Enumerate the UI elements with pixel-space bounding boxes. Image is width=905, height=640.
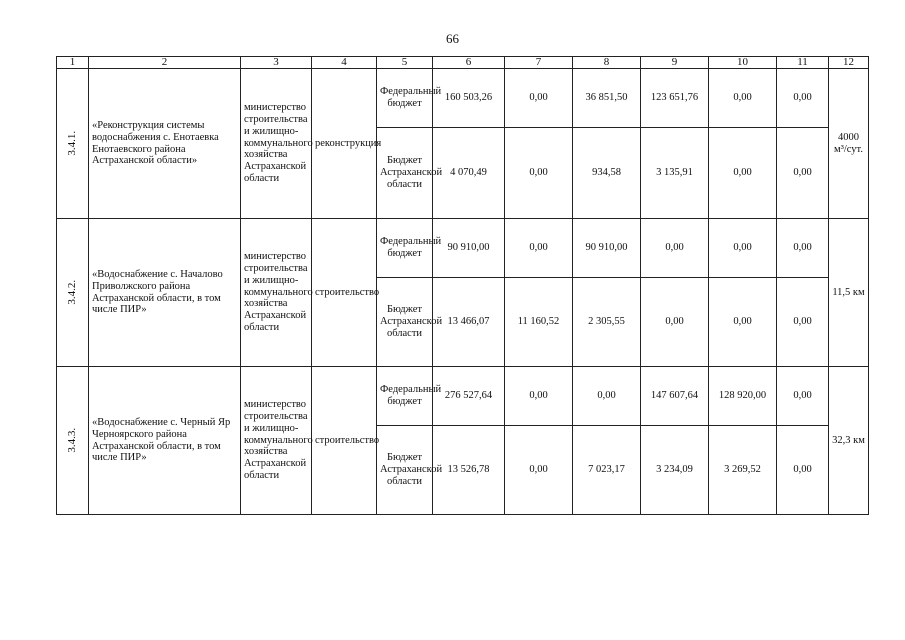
item-number-cell: [57, 219, 89, 367]
value-cell: 90 910,00: [573, 219, 641, 278]
value-cell: 0,00: [505, 69, 573, 128]
value-cell: 0,00: [641, 278, 709, 367]
responsible-org: министерство строительства и жилищно-коммунального хозяйства Астраханской области: [241, 69, 312, 219]
table-row: [57, 219, 869, 278]
value-cell: 3 269,52: [709, 426, 777, 515]
column-number: 9: [641, 57, 709, 69]
column-number: 7: [505, 57, 573, 69]
column-number: 10: [709, 57, 777, 69]
value-cell: 0,00: [641, 219, 709, 278]
value-cell: 147 607,64: [641, 367, 709, 426]
page-number: 66: [446, 31, 459, 46]
value-cell: 0,00: [777, 367, 829, 426]
table-row: [57, 367, 869, 426]
value-cell: 13 526,78: [433, 426, 505, 515]
result-indicator: 11,5 км: [829, 219, 869, 367]
column-number: 12: [829, 57, 869, 69]
value-cell: 0,00: [709, 128, 777, 219]
value-cell: 0,00: [505, 219, 573, 278]
result-indicator: 4000 м³/сут.: [829, 69, 869, 219]
value-cell: 934,58: [573, 128, 641, 219]
responsible-org: министерство строительства и жилищно-коммунального хозяйства Астраханской области: [241, 367, 312, 515]
column-number: 4: [312, 57, 377, 69]
value-cell: 7 023,17: [573, 426, 641, 515]
value-cell: 0,00: [777, 69, 829, 128]
object-name: «Водоснабжение с. Черный Яр Черноярского района Астраханской области, в том числе ПИР»: [89, 367, 241, 515]
item-number-cell: [57, 69, 89, 219]
column-number-row: [57, 57, 869, 69]
object-name: «Реконструкция системы водоснабжения с. Енотаевка Енотаевского района Астраханской области»: [89, 69, 241, 219]
funding-source: Федеральный бюджет: [377, 69, 433, 128]
column-number: 5: [377, 57, 433, 69]
work-type: реконструкция: [312, 69, 377, 219]
value-cell: 0,00: [505, 128, 573, 219]
funding-source: Бюджет Астраханской области: [377, 426, 433, 515]
table-row: [57, 69, 869, 128]
value-cell: 0,00: [709, 219, 777, 278]
value-cell: 0,00: [777, 219, 829, 278]
item-number: 3.4.2.: [66, 279, 79, 305]
value-cell: 0,00: [505, 367, 573, 426]
column-number: 1: [57, 57, 89, 69]
item-number-cell: [57, 367, 89, 515]
result-indicator: 32,3 км: [829, 367, 869, 515]
value-cell: 0,00: [777, 278, 829, 367]
value-cell: 2 305,55: [573, 278, 641, 367]
work-type: строительство: [312, 219, 377, 367]
value-cell: 36 851,50: [573, 69, 641, 128]
value-cell: 13 466,07: [433, 278, 505, 367]
value-cell: 3 234,09: [641, 426, 709, 515]
funding-source: Бюджет Астраханской области: [377, 128, 433, 219]
column-number: 8: [573, 57, 641, 69]
value-cell: 0,00: [777, 426, 829, 515]
object-name: «Водоснабжение с. Началово Приволжского района Астраханской области, в том числе ПИР»: [89, 219, 241, 367]
budget-table: [56, 56, 869, 515]
column-number: 3: [241, 57, 312, 69]
item-number: 3.4.1.: [66, 130, 79, 156]
responsible-org: министерство строительства и жилищно-коммунального хозяйства Астраханской области: [241, 219, 312, 367]
funding-source: Федеральный бюджет: [377, 219, 433, 278]
work-type: строительство: [312, 367, 377, 515]
value-cell: 0,00: [573, 367, 641, 426]
column-number: 6: [433, 57, 505, 69]
value-cell: 0,00: [709, 69, 777, 128]
value-cell: 0,00: [505, 426, 573, 515]
value-cell: 128 920,00: [709, 367, 777, 426]
value-cell: 160 503,26: [433, 69, 505, 128]
value-cell: 0,00: [777, 128, 829, 219]
value-cell: 90 910,00: [433, 219, 505, 278]
value-cell: 123 651,76: [641, 69, 709, 128]
funding-source: Бюджет Астраханской области: [377, 278, 433, 367]
value-cell: 276 527,64: [433, 367, 505, 426]
value-cell: 0,00: [709, 278, 777, 367]
value-cell: 4 070,49: [433, 128, 505, 219]
column-number: 2: [89, 57, 241, 69]
value-cell: 11 160,52: [505, 278, 573, 367]
value-cell: 3 135,91: [641, 128, 709, 219]
item-number: 3.4.3.: [66, 427, 79, 453]
funding-source: Федеральный бюджет: [377, 367, 433, 426]
column-number: 11: [777, 57, 829, 69]
